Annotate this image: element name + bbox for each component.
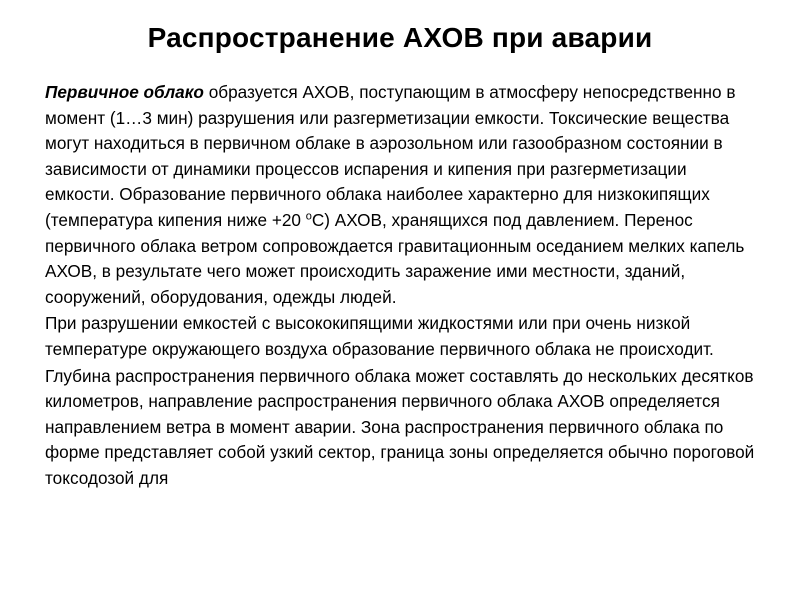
paragraph-1-text: образуется АХОВ, поступающим в атмосферу непосредственно в момент (1…3 мин) разрушения или разгерметизации емкости. Токсические вещества могут находиться в первичном облаке в аэрозольном или газообразном состоянии в зависимости от динамики процессов испарения и кипения при разгерметизации емкости. Образование первичного облака наиболее характерно для низкокипящих (температура кипения ниже +20 bbox=[45, 82, 736, 230]
slide-body bbox=[45, 80, 757, 492]
paragraph-1 bbox=[45, 80, 757, 310]
paragraph-1-text-after: С) АХОВ, хранящихся под давлением. Перенос первичного облака ветром сопровождается гравитационным оседанием мелких капель АХОВ, в результате чего может происходить заражение ими местности, зданий, сооружений, оборудования, одежды людей. bbox=[45, 209, 745, 307]
paragraph-2: При разрушении емкостей с высококипящими жидкостями или при очень низкой температуре окружающего воздуха образование первичного облака не происходит. bbox=[45, 313, 714, 359]
paragraph-1-lead: Первичное облако bbox=[45, 82, 204, 102]
page-title: Распространение АХОВ при аварии bbox=[147, 22, 653, 53]
degree-superscript: о bbox=[305, 210, 312, 223]
paragraph-3: Глубина распространения первичного облака может составлять до нескольких десятков километров, направление распространения первичного облака АХОВ определяется направлением ветра в момент аварии. Зона распространения первичного облака по форме представляет собой узкий сектор, граница зоны определяется обычно пороговой токсодозой для bbox=[45, 365, 755, 488]
